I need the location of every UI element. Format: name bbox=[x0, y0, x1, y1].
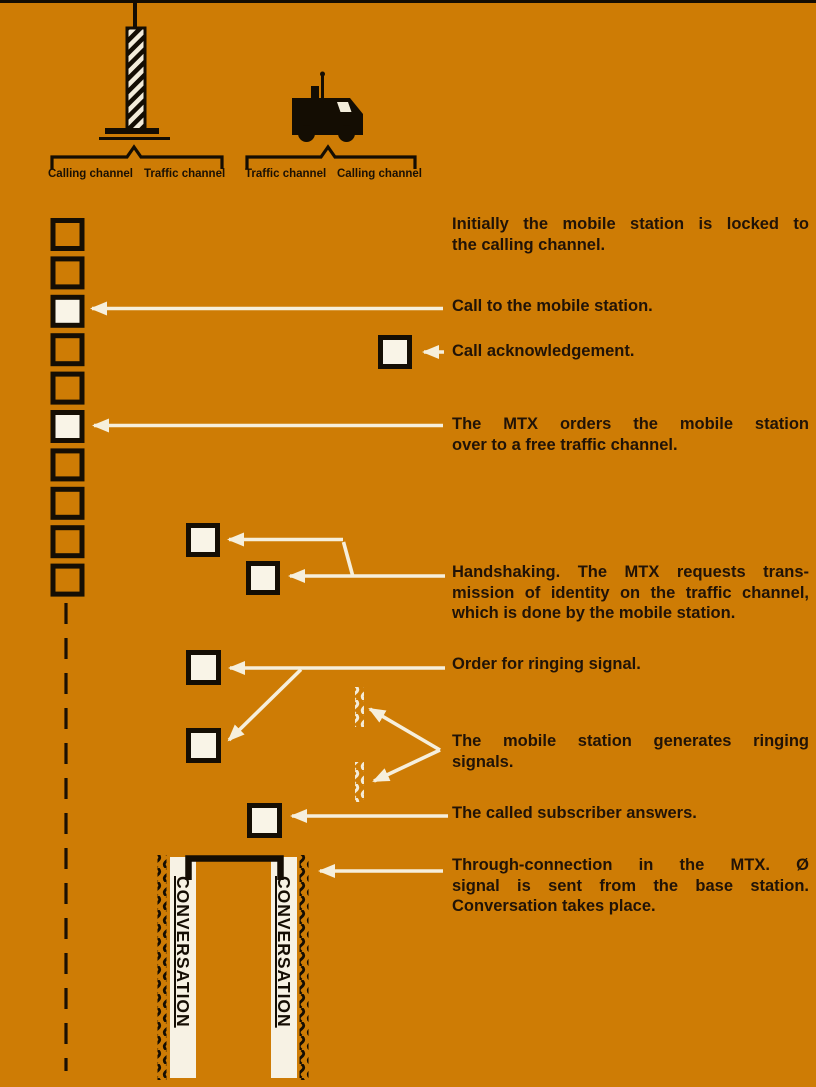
annotation-call-ack bbox=[452, 341, 809, 362]
tower-antenna-pole bbox=[133, 2, 137, 29]
annotation-line: Call acknowledgement. bbox=[452, 342, 635, 360]
label-base-calling-channel: Calling channel bbox=[48, 168, 133, 180]
ringing-order-square bbox=[189, 653, 219, 683]
annotation-line: The mobile station generates ringing bbox=[452, 732, 809, 750]
annotation-handshaking bbox=[452, 562, 809, 624]
annotation-line: signals. bbox=[452, 752, 514, 771]
calling-channel-frame-column bbox=[53, 221, 82, 595]
squiggle-signal-icon bbox=[355, 687, 364, 727]
frame-square bbox=[53, 528, 82, 556]
handshake-fork-link bbox=[344, 542, 353, 575]
call-ack-square bbox=[381, 338, 410, 367]
truck-antenna-tip bbox=[320, 72, 325, 77]
frame-square bbox=[53, 336, 82, 364]
annotation-mtx-orders bbox=[452, 414, 809, 455]
truck-icon bbox=[292, 72, 363, 143]
truck-roof-box bbox=[311, 86, 319, 98]
annotation-line: Order for ringing signal. bbox=[452, 655, 641, 673]
speech-wave-right bbox=[300, 855, 309, 1080]
frame-square bbox=[53, 451, 82, 479]
tower-lattice-mast bbox=[127, 28, 145, 131]
frame-square-channel-order-message bbox=[53, 413, 82, 441]
annotation-line: Handshaking. The MTX requests trans- bbox=[452, 563, 809, 581]
truck-wheel-front bbox=[338, 125, 355, 142]
annotation-line: Call to the mobile station. bbox=[452, 297, 653, 315]
through-connection-bracket bbox=[189, 859, 281, 881]
annotation-line: Through-connection in the MTX. Ø bbox=[452, 856, 809, 874]
speech-wave-left bbox=[158, 855, 167, 1080]
tower-base-platform bbox=[105, 128, 159, 134]
annotation-subscriber-answers bbox=[452, 803, 809, 824]
conversation-label-mobile: CONVERSATION bbox=[274, 876, 294, 1028]
annotation-line: which is done by the mobile station. bbox=[452, 604, 736, 622]
radio-tower-icon bbox=[99, 2, 170, 140]
squiggle-signal-icon bbox=[355, 762, 364, 802]
annotation-line: The called subscriber answers. bbox=[452, 804, 697, 822]
ringing-signal-fork-upper-arrow bbox=[370, 709, 440, 750]
annotation-ringing-generated bbox=[452, 731, 809, 772]
ringing-generated-arrow bbox=[229, 670, 301, 741]
annotation-line: the calling channel. bbox=[452, 235, 606, 254]
frame-square bbox=[53, 566, 82, 594]
annotation-line: over to a free traffic channel. bbox=[452, 435, 678, 454]
annotation-call-to-mobile bbox=[452, 296, 809, 317]
annotation-line: Initially the mobile station is locked to bbox=[452, 215, 809, 233]
annotation-ringing-order bbox=[452, 654, 809, 675]
ringing-generated-square bbox=[189, 731, 219, 761]
conversation-label-base: CONVERSATION bbox=[173, 876, 193, 1028]
frame-square bbox=[53, 374, 82, 402]
annotation-initial-lock bbox=[452, 214, 809, 255]
label-mobile-calling-channel: Calling channel bbox=[337, 168, 422, 180]
annotation-through-connection bbox=[452, 855, 809, 917]
truck-wheel-rear bbox=[298, 125, 315, 142]
annotation-line: The MTX orders the mobile station bbox=[452, 415, 809, 433]
annotation-line: mission of identity on the traffic channel, bbox=[452, 583, 809, 602]
handshake-square-a bbox=[189, 526, 218, 555]
base-station-channel-brace bbox=[52, 147, 222, 169]
tower-ground-line bbox=[99, 137, 170, 140]
subscriber-answer-square bbox=[250, 806, 280, 836]
label-base-traffic-channel: Traffic channel bbox=[144, 168, 226, 180]
frame-square bbox=[53, 221, 82, 249]
annotation-line: Conversation takes place. bbox=[452, 897, 656, 915]
truck-antenna bbox=[321, 73, 324, 98]
ringing-signal-fork-lower-arrow bbox=[374, 750, 440, 781]
frame-square bbox=[53, 259, 82, 287]
frame-square bbox=[53, 489, 82, 517]
handshake-square-b bbox=[249, 564, 278, 593]
annotation-line: signal is sent from the base station. bbox=[452, 876, 809, 895]
label-mobile-traffic-channel: Traffic channel bbox=[245, 168, 327, 180]
top-border-line bbox=[0, 0, 816, 3]
mobile-station-channel-brace bbox=[247, 147, 415, 169]
frame-square-call-message bbox=[53, 297, 82, 325]
